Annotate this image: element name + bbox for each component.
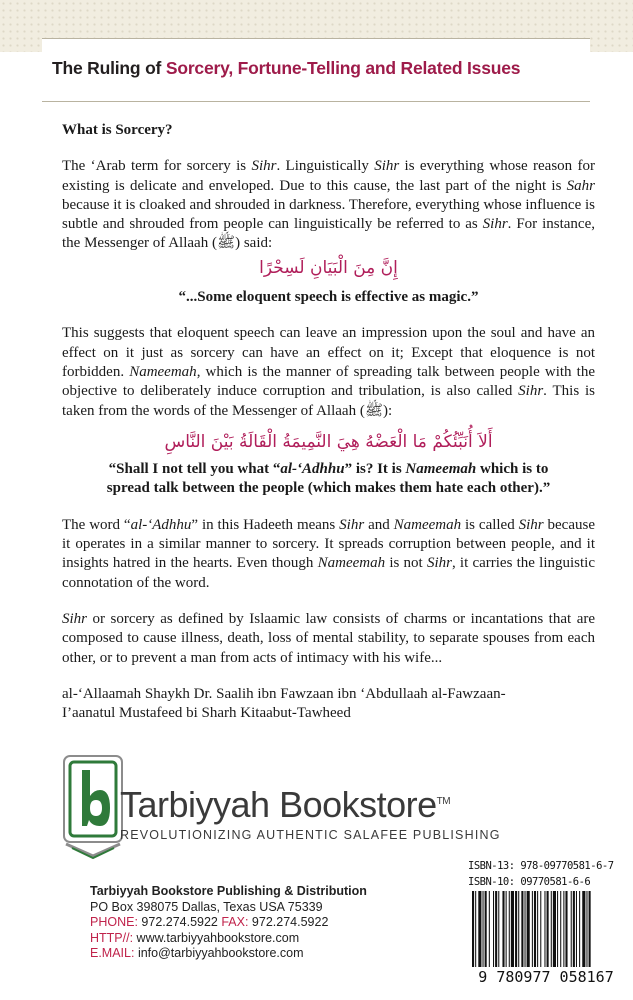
publisher-website — [90, 931, 367, 947]
isbn-10: ISBN-10: 09770581-6-6 — [468, 876, 591, 888]
trademark-mark: TM — [436, 796, 451, 807]
publisher-info — [90, 884, 367, 962]
publisher-email — [90, 946, 367, 962]
title-dark-part: The Ruling of — [52, 58, 166, 78]
translation-quote-2: “Shall I not tell you what “al-‘Adhhu” is? It is Nameemah which is to spread talk between the people (which makes them hate each other).” — [106, 461, 551, 497]
publisher-name: Tarbiyyah Bookstore Publishing & Distribution — [90, 884, 367, 898]
fax-label: FAX: — [221, 915, 249, 929]
paragraph-4: Sihr or sorcery as defined by Islaamic law consists of charms or incantations that are composed to cause illness, death, loss of mental stability, to separate spouses from each other, or to prevent a man from acts of intimacy with his wife... — [62, 610, 595, 666]
arabic-quote-1: إِنَّ مِنَ الْبَيَانِ لَسِحْرًا — [259, 257, 398, 278]
main-content — [62, 117, 595, 723]
barcode-number: 9 780977 058167 — [478, 968, 614, 986]
title-bottom-rule — [42, 101, 590, 102]
attribution-line-1: al-‘Allaamah Shaykh Dr. Saalih ibn Fawzaan ibn ‘Abdullaah al-Fawzaan- — [62, 685, 506, 702]
publisher-logo — [58, 752, 128, 860]
barcode-block — [466, 857, 626, 987]
page-title — [52, 58, 520, 79]
phone-label: PHONE: — [90, 915, 138, 929]
brand-tagline: REVOLUTIONIZING AUTHENTIC SALAFEE PUBLISHING — [120, 828, 501, 842]
logo-b-icon — [58, 752, 128, 860]
publisher-address: PO Box 398075 Dallas, Texas USA 75339 — [90, 899, 323, 914]
http-label: HTTP//: — [90, 930, 134, 945]
phone-value: 972.274.5922 — [137, 915, 222, 929]
isbn-13: ISBN-13: 978-09770581-6-7 — [468, 860, 614, 872]
website-link[interactable]: www.tarbiyyahbookstore.com — [133, 930, 300, 945]
title-frame — [42, 38, 590, 102]
arabic-quote-2: أَلاَ أُنَبِّئُكُمْ مَا الْعَضْهُ هِيَ النَّمِيمَةُ الْقَالَةُ بَيْنَ النَّاسِ — [164, 431, 493, 452]
paragraph-3: The word “al-‘Adhhu” in this Hadeeth means Sihr and Nameemah is called Sihr because it operates in a similar manner to sorcery. It spreads corruption between people, and it insights hatred in the hearts. Even though Nameemah is not Sihr, it carries the linguistic connotation of the word. — [62, 516, 595, 591]
publisher-phone-fax — [90, 915, 367, 931]
paragraph-2: This suggests that eloquent speech can leave an impression upon the soul and have an effect on it just as sorcery can have an effect on it; Except that eloquence is not forbidden. Nameemah, which is the manner of spreading talk between people with the objective to deliberately induce corruption and tribulation, is also called Sihr. This is taken from the words of the Messenger of Allaah (ﷺ): — [62, 325, 595, 419]
title-red-part: Sorcery, Fortune-Telling and Related Issues — [165, 58, 521, 78]
translation-quote-1: “...Some eloquent speech is effective as magic.” — [178, 289, 479, 306]
email-label: E.MAIL: — [90, 946, 135, 960]
fax-value: 972.274.5922 — [248, 915, 329, 929]
attribution-line-2: I’aanatul Mustafeed bi Sharh Kitaabut-Tawheed — [62, 705, 351, 722]
paragraph-1: The ‘Arab term for sorcery is Sihr. Linguistically Sihr is everything whose reason for existing is delicate and enveloped. Due to this cause, the last part of the night is Sahr because it is cloaked and shrouded in darkness. Therefore, everything whose influence is subtle and shrouded from people can linguistically be referred to as Sihr. For instance, the Messenger of Allaah (ﷺ) said: — [62, 158, 595, 252]
barcode-image — [466, 891, 626, 967]
title-top-rule — [42, 38, 590, 39]
section-heading: What is Sorcery? — [62, 122, 173, 138]
email-link[interactable]: info@tarbiyyahbookstore.com — [134, 946, 304, 960]
brand-name: Tarbiyyah Bookstore™ — [120, 784, 451, 825]
brand-block — [120, 784, 501, 842]
